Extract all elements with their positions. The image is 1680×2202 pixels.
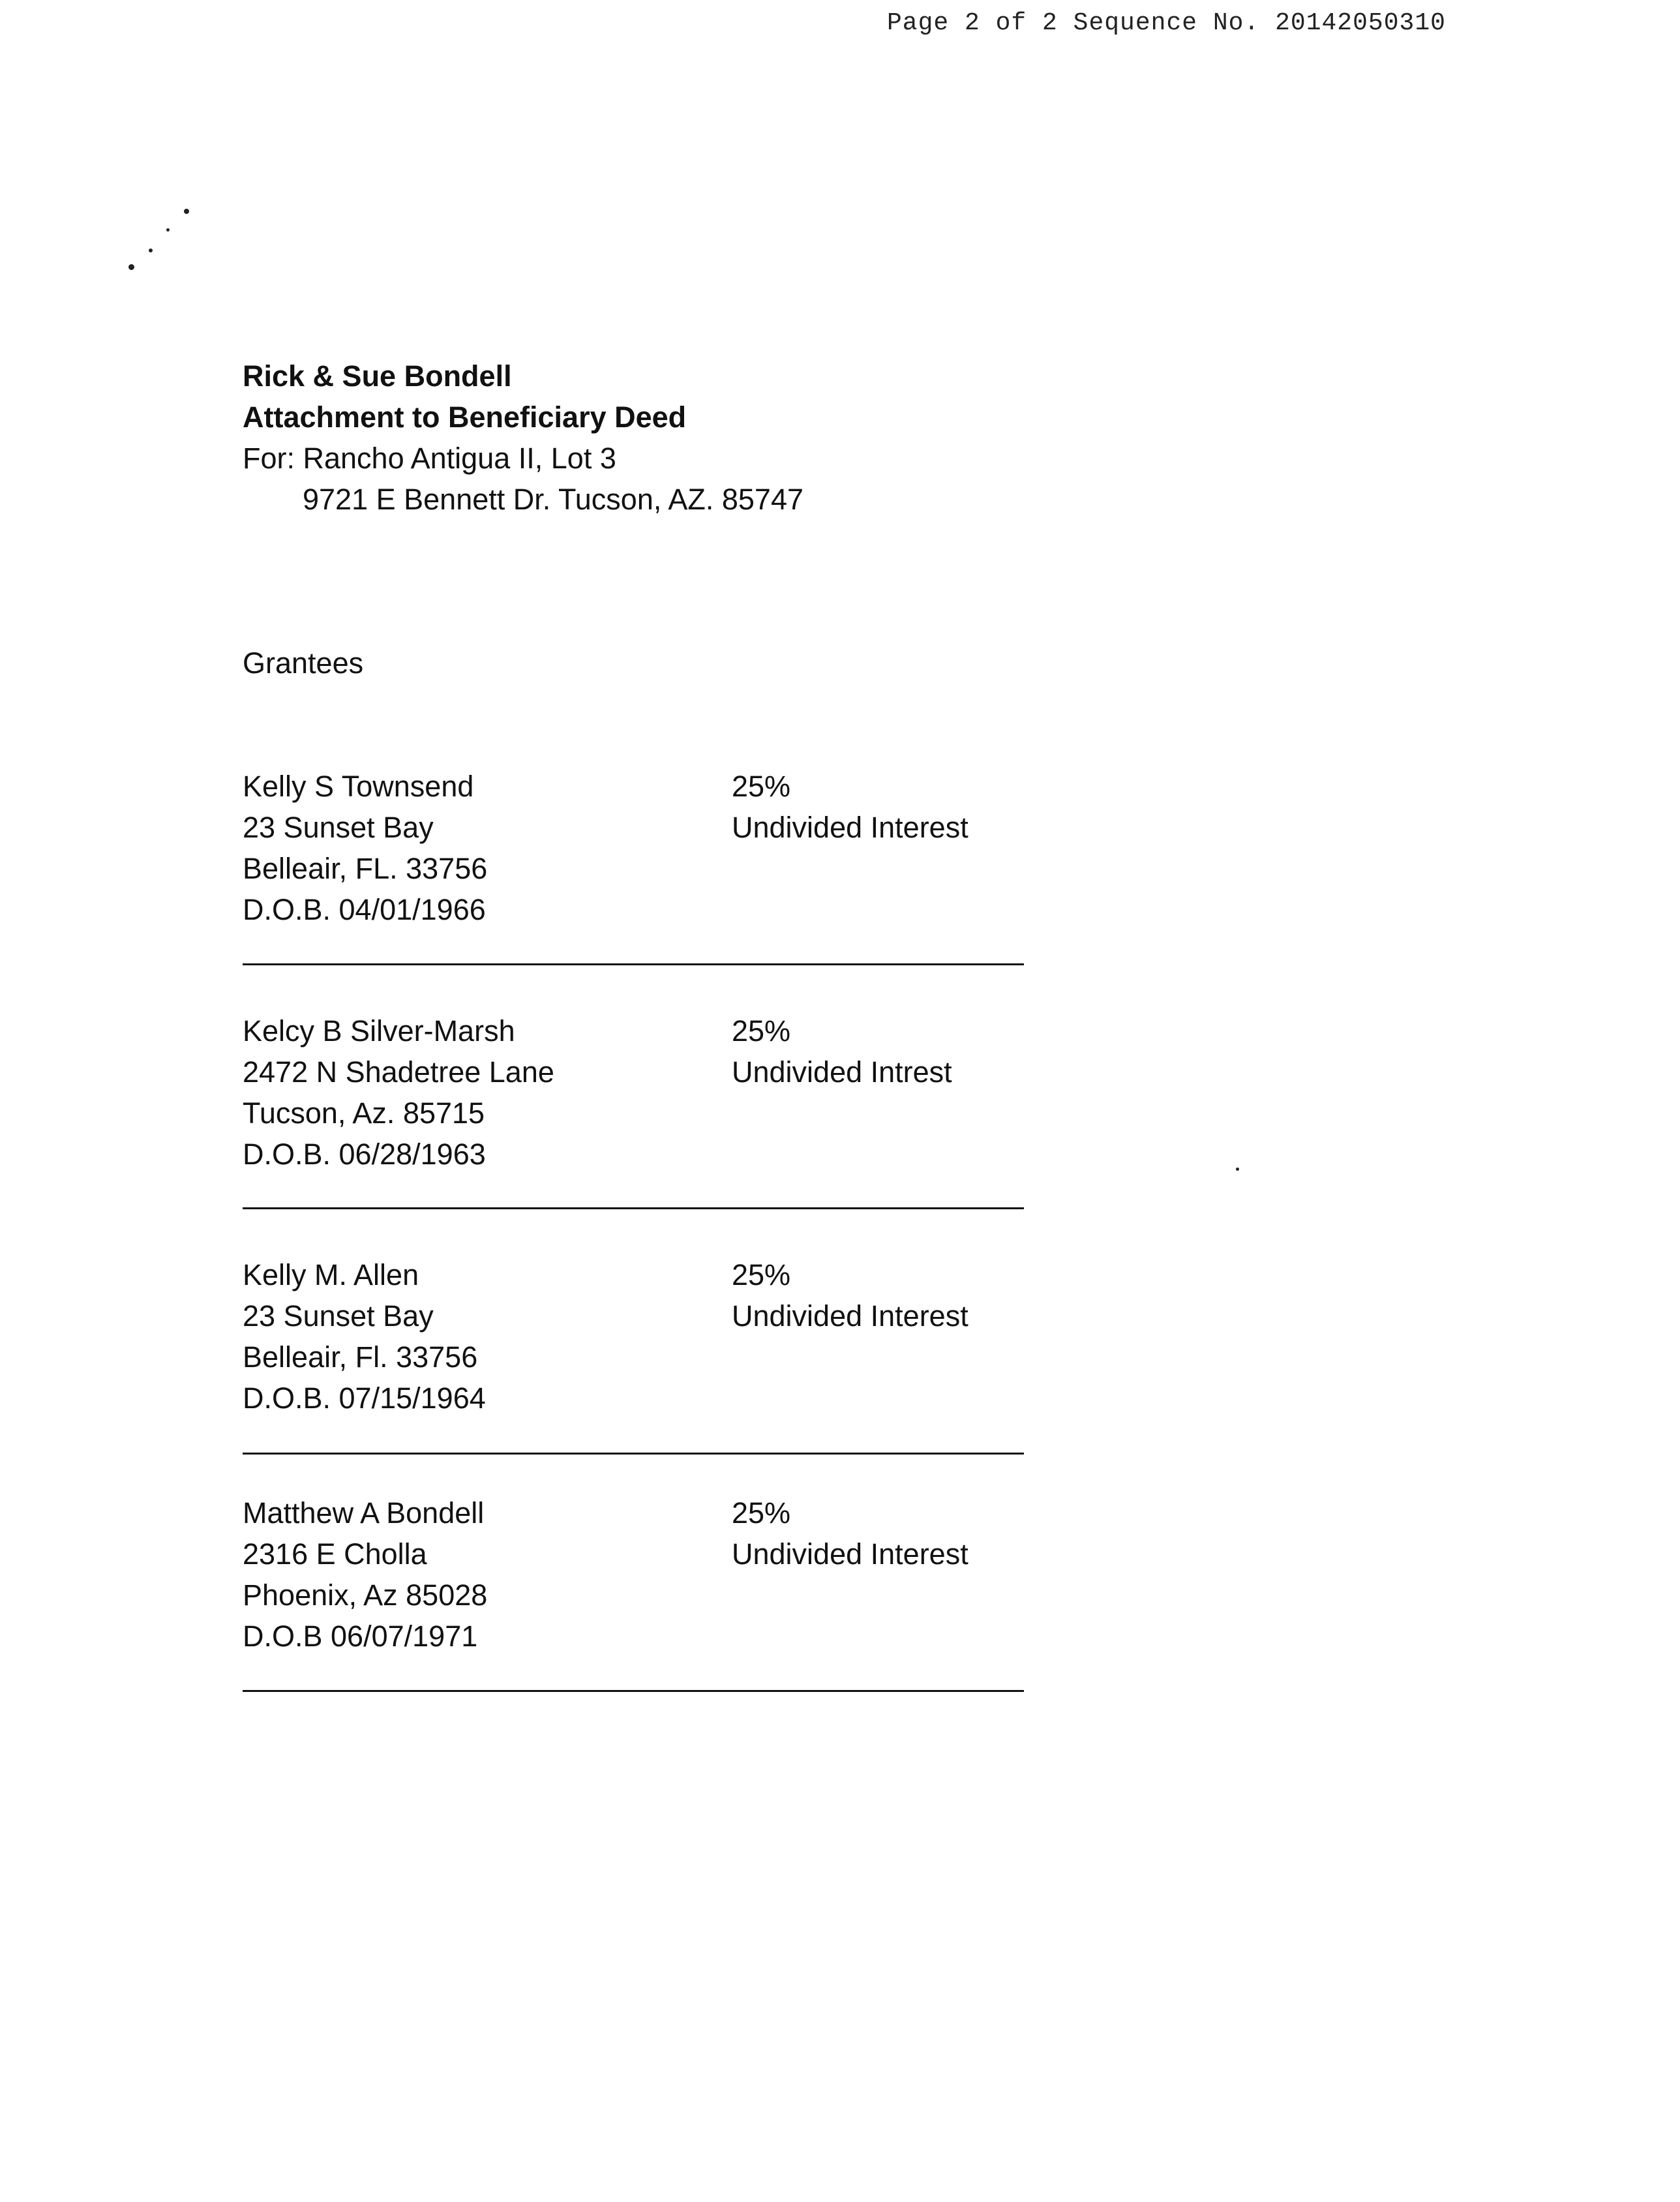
- property-subdivision: For: Rancho Antigua II, Lot 3: [243, 442, 616, 475]
- separator-line: [243, 1690, 1024, 1692]
- grantee-interest-type: Undivided Interest: [732, 811, 968, 844]
- grantee-interest: [732, 1010, 952, 1093]
- grantee-interest-type: Undivided Interest: [732, 1537, 968, 1571]
- scan-speck: [184, 209, 189, 214]
- document-title: Attachment to Beneficiary Deed: [243, 400, 687, 434]
- grantee-share: 25%: [732, 1258, 791, 1291]
- grantee-interest: [732, 1492, 968, 1575]
- grantees-label: Grantees: [243, 646, 364, 680]
- grantee-details: [243, 766, 487, 930]
- grantee-dob: D.O.B. 04/01/1966: [243, 893, 486, 926]
- grantee-street: 2316 E Cholla: [243, 1537, 427, 1571]
- grantee-city: Belleair, FL. 33756: [243, 852, 488, 885]
- grantee-street: 23 Sunset Bay: [243, 1299, 434, 1333]
- grantee-interest: [732, 766, 968, 848]
- separator-line: [243, 963, 1024, 965]
- separator-line: [243, 1207, 1024, 1209]
- grantee-interest-type: Undivided Interest: [732, 1299, 968, 1333]
- grantee-details: [243, 1010, 554, 1175]
- grantee-share: 25%: [732, 1496, 791, 1530]
- scan-speck: [128, 264, 134, 270]
- scan-speck: [1236, 1168, 1239, 1171]
- grantee-name: Kelly M. Allen: [243, 1258, 419, 1291]
- grantee-city: Tucson, Az. 85715: [243, 1096, 485, 1130]
- owner-names: Rick & Sue Bondell: [243, 359, 512, 393]
- grantee-share: 25%: [732, 1014, 791, 1048]
- grantee-name: Matthew A Bondell: [243, 1496, 485, 1530]
- separator-line: [243, 1453, 1024, 1455]
- property-address: 9721 E Bennett Dr. Tucson, AZ. 85747: [303, 483, 804, 516]
- grantee-city: Belleair, Fl. 33756: [243, 1340, 478, 1374]
- grantee-name: Kelcy B Silver-Marsh: [243, 1014, 515, 1048]
- grantee-street: 2472 N Shadetree Lane: [243, 1055, 554, 1089]
- grantee-name: Kelly S Townsend: [243, 770, 474, 803]
- grantee-dob: D.O.B. 07/15/1964: [243, 1381, 486, 1415]
- grantee-interest-type: Undivided Intrest: [732, 1055, 952, 1089]
- grantee-dob: D.O.B 06/07/1971: [243, 1620, 478, 1653]
- grantee-city: Phoenix, Az 85028: [243, 1578, 488, 1612]
- grantee-interest: [732, 1254, 968, 1336]
- grantee-street: 23 Sunset Bay: [243, 811, 434, 844]
- grantee-dob: D.O.B. 06/28/1963: [243, 1138, 486, 1171]
- grantee-details: [243, 1492, 487, 1657]
- document-heading: [243, 355, 803, 520]
- grantee-share: 25%: [732, 770, 791, 803]
- grantee-details: [243, 1254, 486, 1419]
- scan-speck: [166, 228, 170, 232]
- scan-speck: [149, 249, 153, 252]
- page-sequence-header: Page 2 of 2 Sequence No. 20142050310: [887, 9, 1446, 37]
